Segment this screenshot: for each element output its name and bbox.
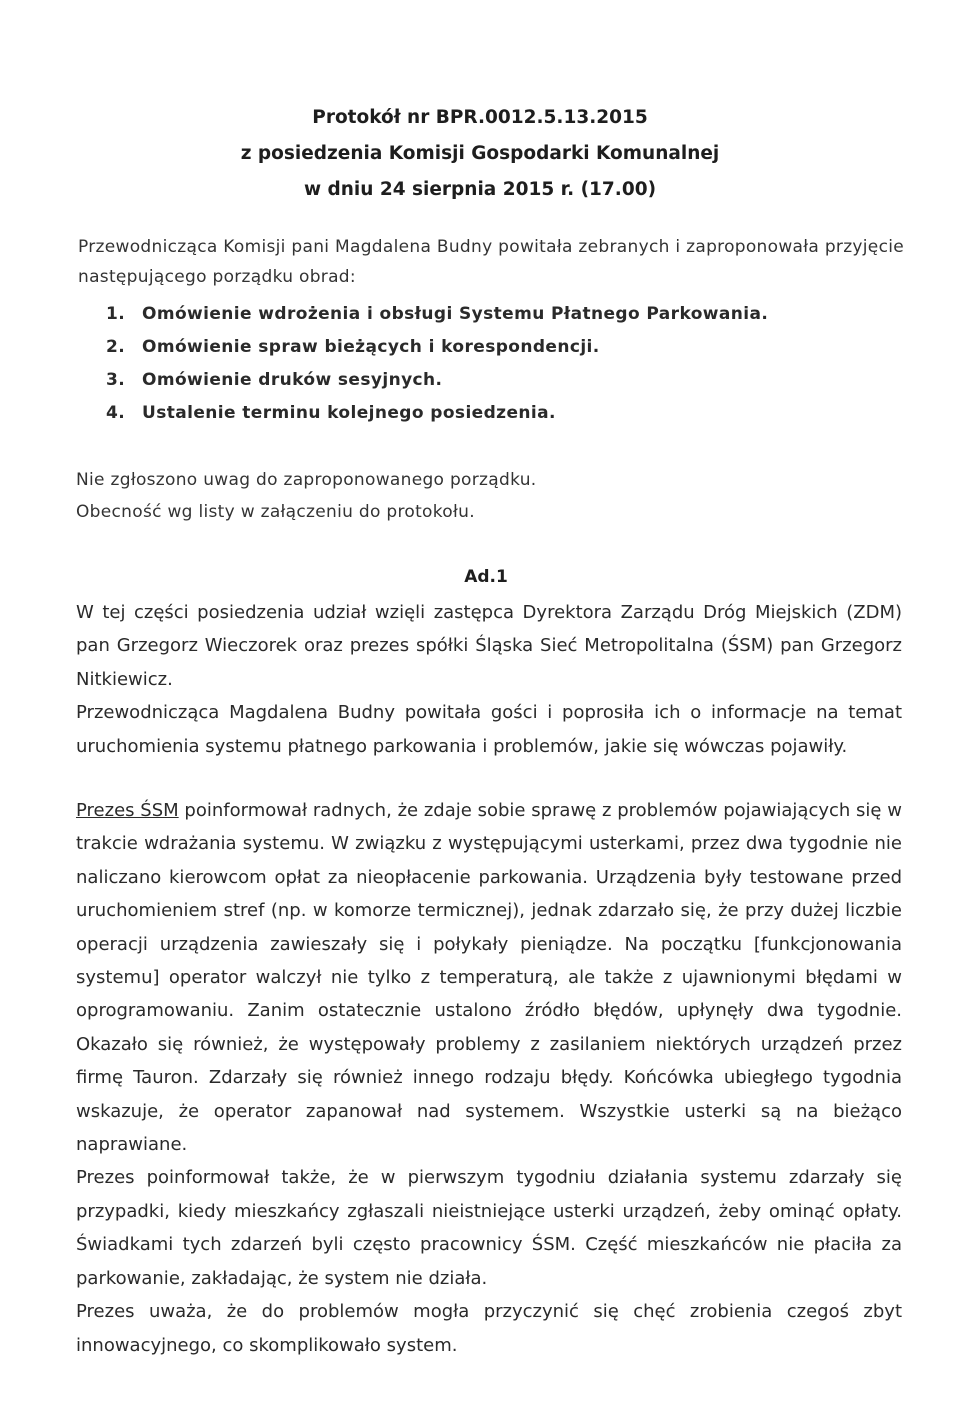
conclusion-paragraph: Prezes uważa, że do problemów mogła przyczynić się chęć zrobienia czegoś zbyt innowacyjnego, co skomplikowało system. <box>76 1301 902 1356</box>
agenda-item-number: 2. <box>106 337 126 357</box>
agenda-item-number: 4. <box>106 403 126 423</box>
meeting-date: w dniu 24 sierpnia 2015 r. (17.00) <box>303 179 657 200</box>
no-objections-note: Nie zgłoszono uwag do zaproponowanego porządku. <box>76 470 537 490</box>
agenda-item <box>106 298 768 331</box>
agenda-item-text: Omówienie spraw bieżących i korespondencji. <box>142 337 600 357</box>
attendance-note: Obecność wg listy w załączeniu do protokołu. <box>76 502 475 522</box>
notes-block <box>76 464 536 528</box>
agenda-item <box>106 331 768 364</box>
agenda-list <box>106 298 768 430</box>
agenda-item-number: 3. <box>106 370 126 390</box>
agenda-item-number: 1. <box>106 304 126 324</box>
chair-request-paragraph: Przewodnicząca Magdalena Budny powitała gości i poprosiła ich o informacje na temat uruchomienia systemu płatnego parkowania i problemów, jakie się wówczas pojawiły. <box>76 702 902 757</box>
intro-paragraph: Przewodnicząca Komisji pani Magdalena Budny powitała zebranych i zaproponowała przyjęcie następującego porządku obrad: <box>78 237 904 287</box>
participants-paragraph: W tej części posiedzenia udział wzięli zastępca Dyrektora Zarządu Dróg Miejskich (ZDM) pan Grzegorz Wieczorek oraz prezes spółki Śląska Sieć Metropolitalna (ŚSM) pan Grzegorz Nitkiewicz. <box>76 602 902 690</box>
section-president-report <box>76 794 902 1362</box>
agenda-item-text: Omówienie wdrożenia i obsługi Systemu Płatnego Parkowania. <box>142 304 769 324</box>
agenda-item <box>106 364 768 397</box>
agenda-item <box>106 397 768 430</box>
false-reports-paragraph: Prezes poinformował także, że w pierwszym tygodniu działania systemu zdarzały się przypadki, kiedy mieszkańcy zgłaszali nieistniejące usterki urządzeń, żeby ominąć opłaty. Świadkami tych zdarzeń byli często pracownicy ŚSM. Część mieszkańców nie płaciła za parkowanie, zakładając, że system nie działa. <box>76 1167 902 1289</box>
section-heading-ad1: Ad.1 <box>464 567 508 587</box>
agenda-item-text: Ustalenie terminu kolejnego posiedzenia. <box>142 403 556 423</box>
protocol-number: Protokół nr BPR.0012.5.13.2015 <box>312 107 648 128</box>
speaker-label: Prezes ŚSM <box>76 800 179 821</box>
committee-name: z posiedzenia Komisji Gospodarki Komunalnej <box>240 143 720 164</box>
section-ad1-body <box>76 596 902 763</box>
document-title <box>0 100 960 208</box>
report-paragraph <box>76 794 902 1161</box>
agenda-item-text: Omówienie druków sesyjnych. <box>142 370 443 390</box>
report-paragraph-text: poinformował radnych, że zdaje sobie sprawę z problemów pojawiających się w trakcie wdrażania systemu. W związku z występującymi usterkami, przez dwa tygodnie nie naliczano kierowcom opłat za nieopłacenie parkowania. Urządzenia były testowane przed uruchomieniem stref (np. w komorze termicznej), jednak zdarzało się, że przy dużej liczbie operacji urządzenia zawieszały się i połykały pieniądze. Na początku [funkcjonowania systemu] operator walczył nie tylko z temperaturą, ale także z ujawnionymi błędami w oprogramowaniu. Zanim ostatecznie ustalono źródło błędów, upłynęły dwa tygodnie. Okazało się również, że występowały problemy z zasilaniem niektórych urządzeń przez firmę Tauron. Zdarzały się również innego rodzaju błędy. Końcówka ubiegłego tygodnia wskazuje, że operator zapanował nad systemem. Wszystkie usterki są na bieżąco naprawiane. <box>76 800 902 1156</box>
